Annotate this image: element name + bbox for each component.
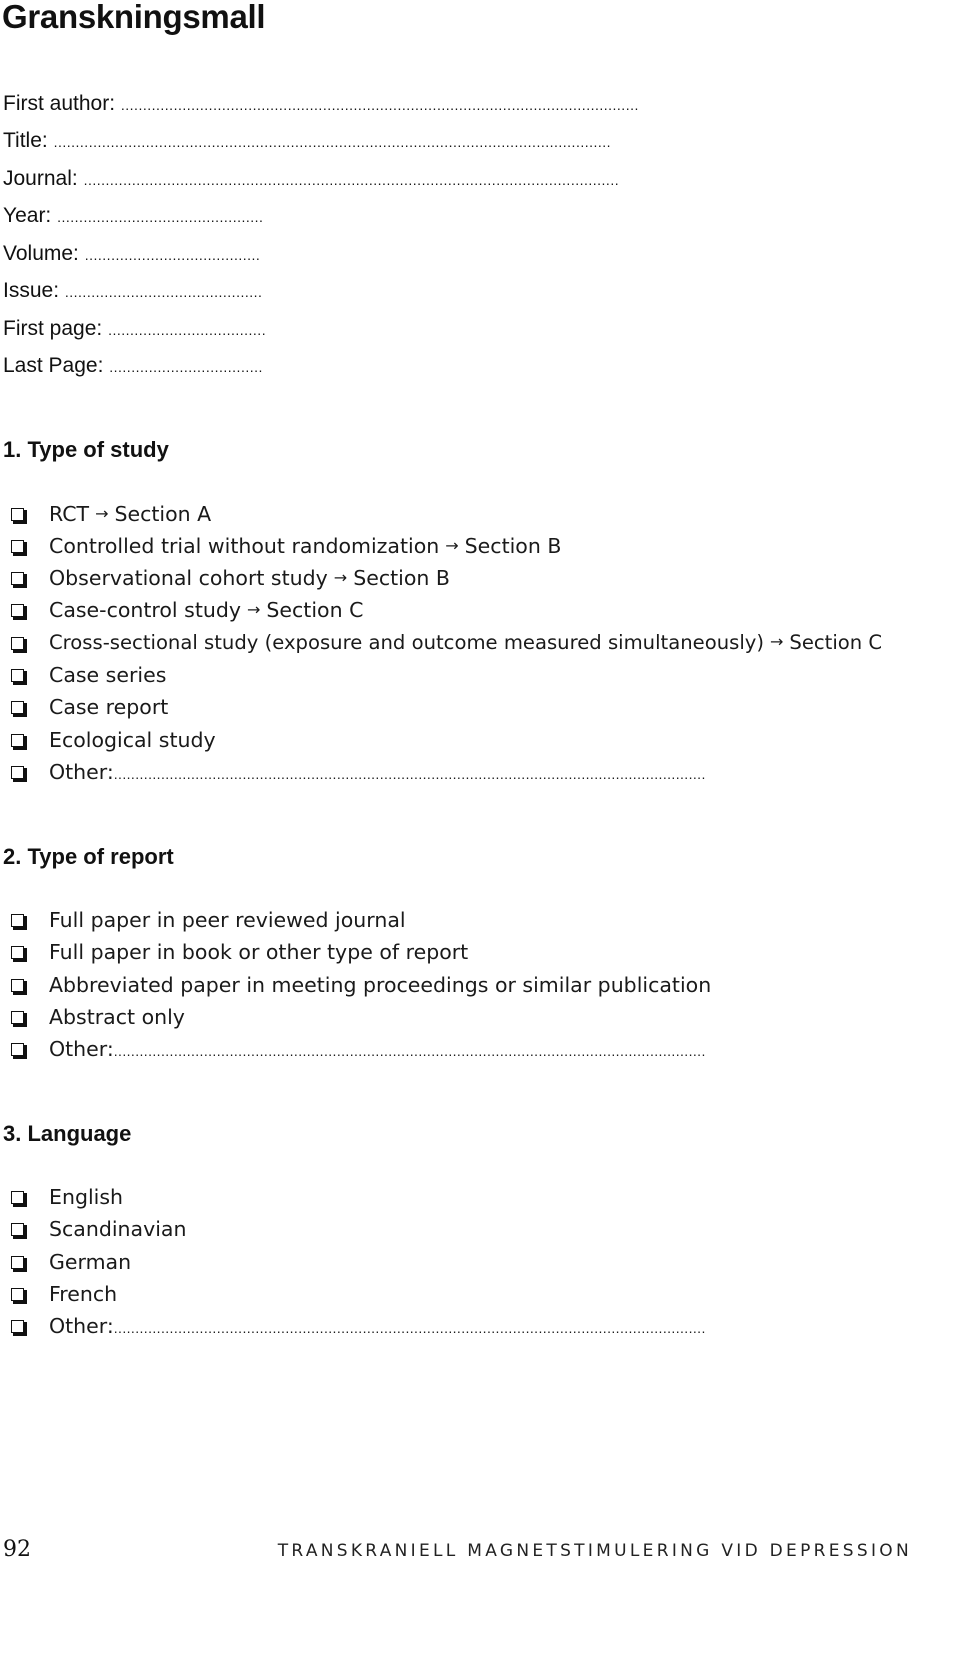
meta-label: Volume:	[3, 242, 79, 265]
checkbox-icon[interactable]	[11, 1320, 24, 1333]
page-title: Granskningsmall	[2, 0, 266, 35]
option-target: Section A	[114, 502, 212, 526]
other-dots[interactable]: ..........................................................................................................................................	[113, 1043, 706, 1059]
checkbox-icon[interactable]	[11, 1191, 24, 1204]
option-target: Section C	[266, 598, 364, 622]
option-label: Case report	[49, 695, 169, 719]
meta-field-first-author	[3, 89, 639, 119]
meta-dots: .............................................	[64, 284, 263, 300]
meta-field-volume	[3, 239, 260, 269]
meta-field-issue	[3, 276, 262, 306]
meta-label: Issue:	[3, 279, 60, 302]
option-label: Full paper in peer reviewed journal	[49, 908, 406, 932]
option-target: Section B	[353, 566, 450, 590]
checkbox-icon[interactable]	[11, 1043, 24, 1056]
option-label: Controlled trial without randomization	[49, 534, 440, 558]
option-label: Abstract only	[49, 1005, 185, 1029]
meta-field-first-page	[3, 314, 266, 344]
arrow-right-icon: →	[95, 504, 109, 523]
option-label: RCT	[49, 502, 90, 526]
checkbox-icon[interactable]	[11, 669, 24, 682]
meta-dots: ........................................	[84, 247, 261, 263]
checkbox-icon[interactable]	[11, 766, 24, 779]
option-target: Section B	[464, 534, 562, 558]
option-label: Scandinavian	[49, 1217, 187, 1241]
running-title: TRANSKRANIELL MAGNETSTIMULERING VID DEPRESSION	[277, 1541, 912, 1561]
meta-dots: ...................................	[109, 359, 263, 375]
arrow-right-icon: →	[333, 568, 348, 587]
option-label: Full paper in book or other type of report	[49, 940, 469, 964]
checkbox-icon[interactable]	[11, 572, 24, 585]
option-label: German	[49, 1250, 132, 1274]
checkbox-icon[interactable]	[11, 701, 24, 714]
option-label: Ecological study	[49, 728, 216, 752]
meta-field-year	[3, 201, 263, 231]
option-label: English	[49, 1185, 124, 1209]
section-heading-type-of-study: 1. Type of study	[3, 437, 169, 462]
meta-field-title	[3, 126, 611, 156]
arrow-right-icon: →	[445, 536, 459, 555]
checkbox-icon[interactable]	[11, 604, 24, 617]
option-label: Case series	[49, 663, 167, 687]
checkbox-icon[interactable]	[11, 734, 24, 747]
option-label: French	[49, 1282, 118, 1306]
other-dots[interactable]: ..........................................................................................................................................	[113, 1320, 706, 1336]
checkbox-icon[interactable]	[11, 540, 24, 553]
option-label: Other:	[49, 1314, 114, 1338]
checkbox-icon[interactable]	[11, 1011, 24, 1024]
checkbox-icon[interactable]	[11, 1288, 24, 1301]
option-target: Section C	[789, 631, 883, 654]
option-label: Observational cohort study	[49, 566, 328, 590]
checkbox-icon[interactable]	[11, 637, 24, 650]
checkbox-icon[interactable]	[11, 979, 24, 992]
meta-label: First author:	[3, 92, 116, 115]
option-label: Other:	[49, 760, 114, 784]
meta-field-last-page	[3, 351, 263, 381]
meta-label: First page:	[3, 317, 103, 340]
arrow-right-icon: →	[247, 600, 261, 619]
meta-label: Year:	[3, 204, 52, 227]
section-heading-type-of-report: 2. Type of report	[3, 844, 174, 869]
checkbox-icon[interactable]	[11, 508, 24, 521]
meta-field-journal	[3, 164, 619, 194]
checkbox-icon[interactable]	[11, 914, 24, 927]
option-label: Other:	[49, 1037, 114, 1061]
other-dots[interactable]: ..........................................................................................................................................	[113, 766, 706, 782]
meta-label: Last Page:	[3, 354, 104, 377]
meta-dots: ....................................	[108, 322, 267, 338]
meta-label: Title:	[3, 129, 48, 152]
arrow-right-icon: →	[770, 632, 784, 651]
meta-dots: ...............................................	[57, 209, 264, 225]
option-label: Case-control study	[49, 598, 241, 622]
checkbox-icon[interactable]	[11, 946, 24, 959]
option-label: Abbreviated paper in meeting proceedings or similar publication	[49, 973, 712, 997]
meta-dots: ..........................................................................................................................	[83, 172, 620, 188]
checkbox-icon[interactable]	[11, 1223, 24, 1236]
meta-label: Journal:	[3, 167, 78, 190]
section-heading-language: 3. Language	[3, 1121, 132, 1146]
meta-dots: ...............................................................................................................................	[53, 134, 612, 150]
meta-dots: ......................................................................................................................	[120, 97, 639, 113]
checkbox-icon[interactable]	[11, 1256, 24, 1269]
option-label: Cross-sectional study (exposure and outcome measured simultaneously)	[49, 631, 764, 654]
page-number: 92	[3, 1537, 31, 1562]
